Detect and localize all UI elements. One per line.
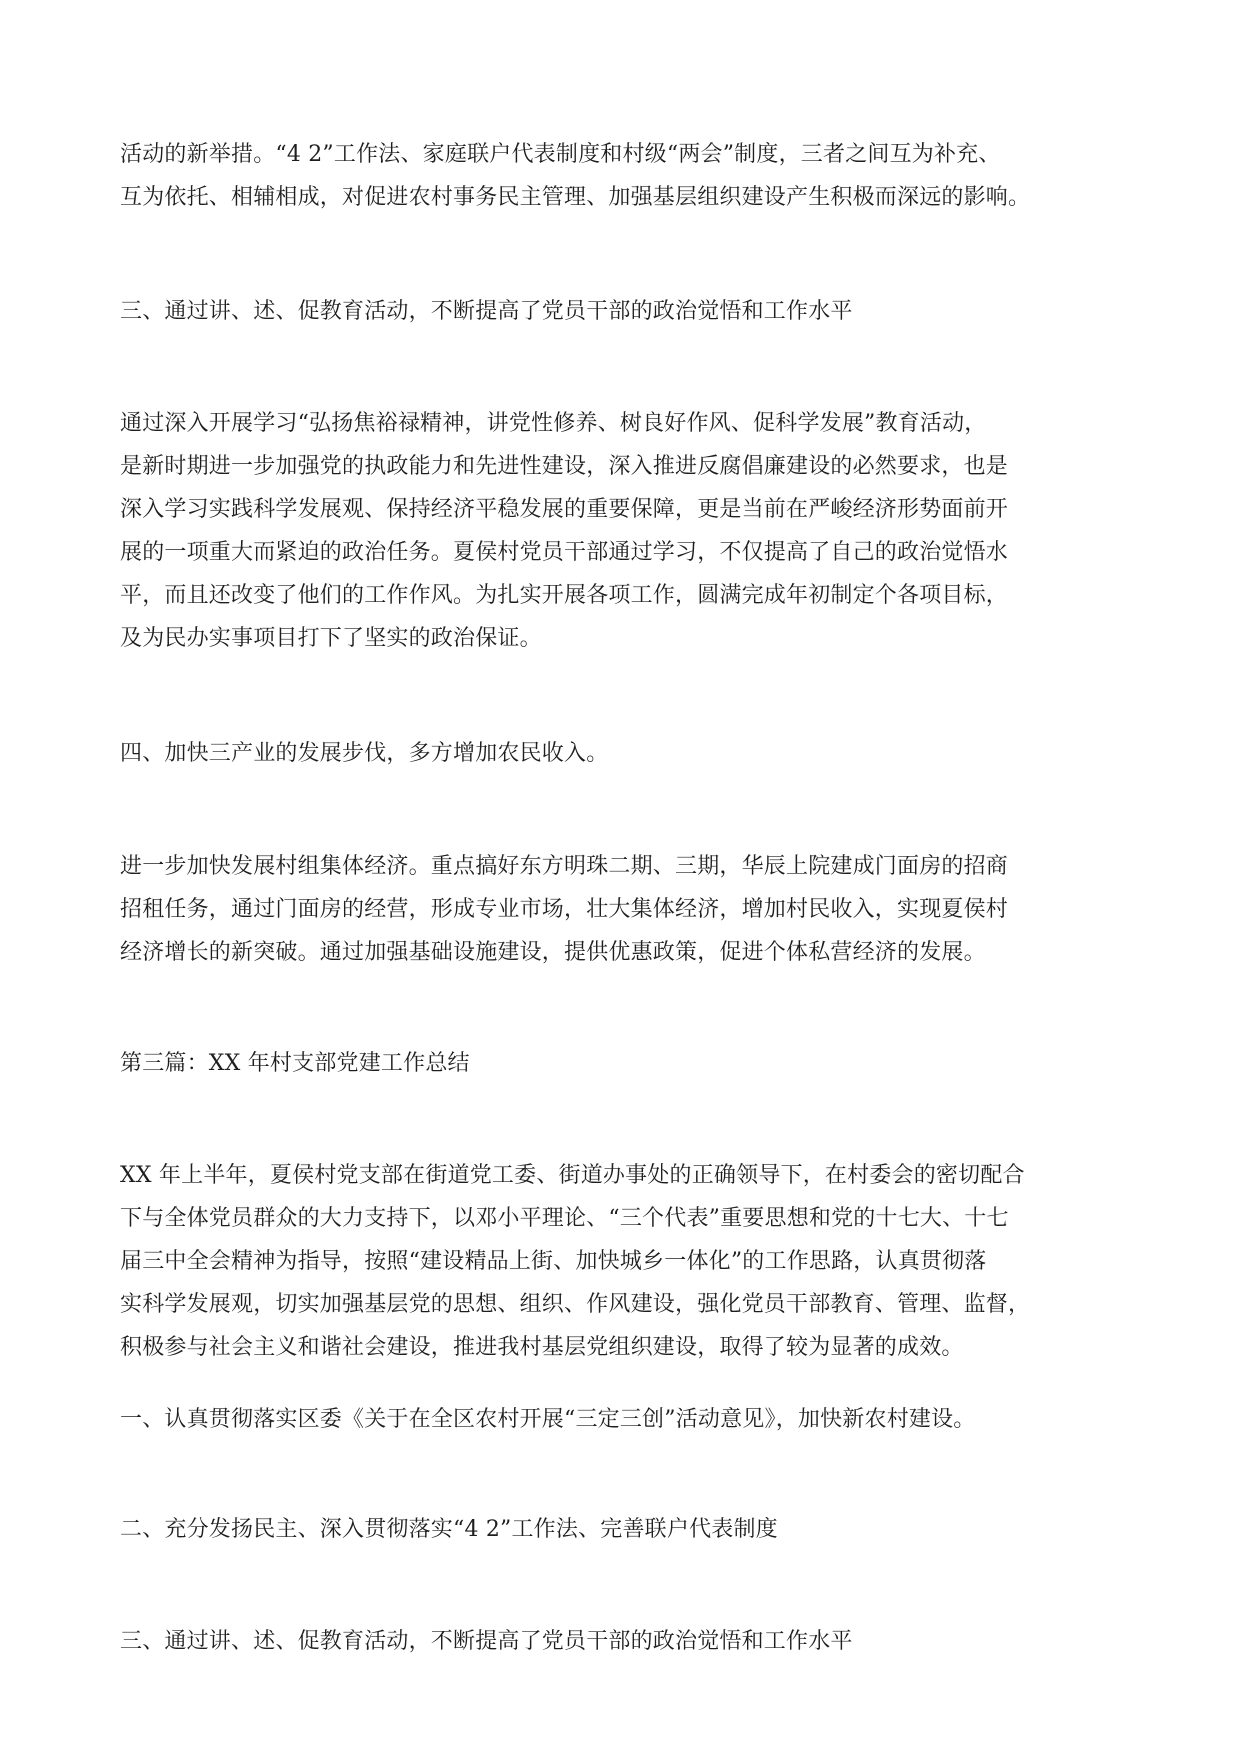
text-line: 活动的新举措。“4 2”工作法、家庭联户代表制度和村级“两会”制度，三者之间互为补充、 [120,142,1001,167]
heading-line: 四、加快三产业的发展步伐，多方增加农民收入。 [120,741,609,766]
text-line: 下与全体党员群众的大力支持下，以邓小平理论、“三个代表”重要思想和党的十七大、十七 [120,1206,1009,1231]
text-line: 深入学习实践科学发展观、保持经济平稳发展的重要保障，更是当前在严峻经济形势面前开 [120,497,1009,522]
heading-line: 三、通过讲、述、促教育活动，不断提高了党员干部的政治觉悟和工作水平 [120,299,853,324]
paragraph-collective-economy [120,845,1120,974]
heading-line: 三、通过讲、述、促教育活动，不断提高了党员干部的政治觉悟和工作水平 [120,1629,853,1654]
title-line: 第三篇：XX 年村支部党建工作总结 [120,1051,470,1076]
text-line: 经济增长的新突破。通过加强基础设施建设，提供优惠政策，促进个体私营经济的发展。 [120,940,986,965]
heading-line: 一、认真贯彻落实区委《关于在全区农村开展“三定三创”活动意见》，加快新农村建设。 [120,1407,976,1432]
heading-line: 二、充分发扬民主、深入贯彻落实“4 2”工作法、完善联户代表制度 [120,1517,778,1542]
text-line: 及为民办实事项目打下了坚实的政治保证。 [120,626,542,651]
section-heading-two [120,1508,1120,1551]
text-line: 互为依托、相辅相成，对促进农村事务民主管理、加强基层组织建设产生积极而深远的影响。 [120,185,1031,210]
text-line: 招租任务，通过门面房的经营，形成专业市场，壮大集体经济，增加村民收入，实现夏侯村 [120,897,1009,922]
paragraph-opening-continuation [120,133,1120,219]
text-line: 届三中全会精神为指导，按照“建设精品上街、加快城乡一体化”的工作思路，认真贯彻落 [120,1249,987,1274]
text-line: 积极参与社会主义和谐社会建设，推进我村基层党组织建设，取得了较为显著的成效。 [120,1335,964,1360]
text-line: 进一步加快发展村组集体经济。重点搞好东方明珠二期、三期，华辰上院建成门面房的招商 [120,854,1009,879]
text-line: XX 年上半年，夏侯村党支部在街道党工委、街道办事处的正确领导下，在村委会的密切配合 [120,1163,1025,1188]
text-line: 展的一项重大而紧迫的政治任务。夏侯村党员干部通过学习，不仅提高了自己的政治觉悟水 [120,540,1009,565]
paragraph-education-activity [120,402,1120,660]
section-heading-three-repeat [120,1620,1120,1663]
section-heading-four [120,732,1120,775]
text-line: 通过深入开展学习“弘扬焦裕禄精神，讲党性修养、树良好作风、促科学发展”教育活动， [120,411,987,436]
text-line: 是新时期进一步加强党的执政能力和先进性建设，深入推进反腐倡廉建设的必然要求，也是 [120,454,1009,479]
text-line: 实科学发展观，切实加强基层党的思想、组织、作风建设，强化党员干部教育、管理、监督， [120,1292,1031,1317]
section-heading-three [120,290,1120,333]
section-heading-one [120,1398,1120,1441]
part-three-title [120,1042,1120,1085]
paragraph-half-year-summary [120,1154,1120,1369]
text-line: 平，而且还改变了他们的工作作风。为扎实开展各项工作，圆满完成年初制定个各项目标， [120,583,1009,608]
